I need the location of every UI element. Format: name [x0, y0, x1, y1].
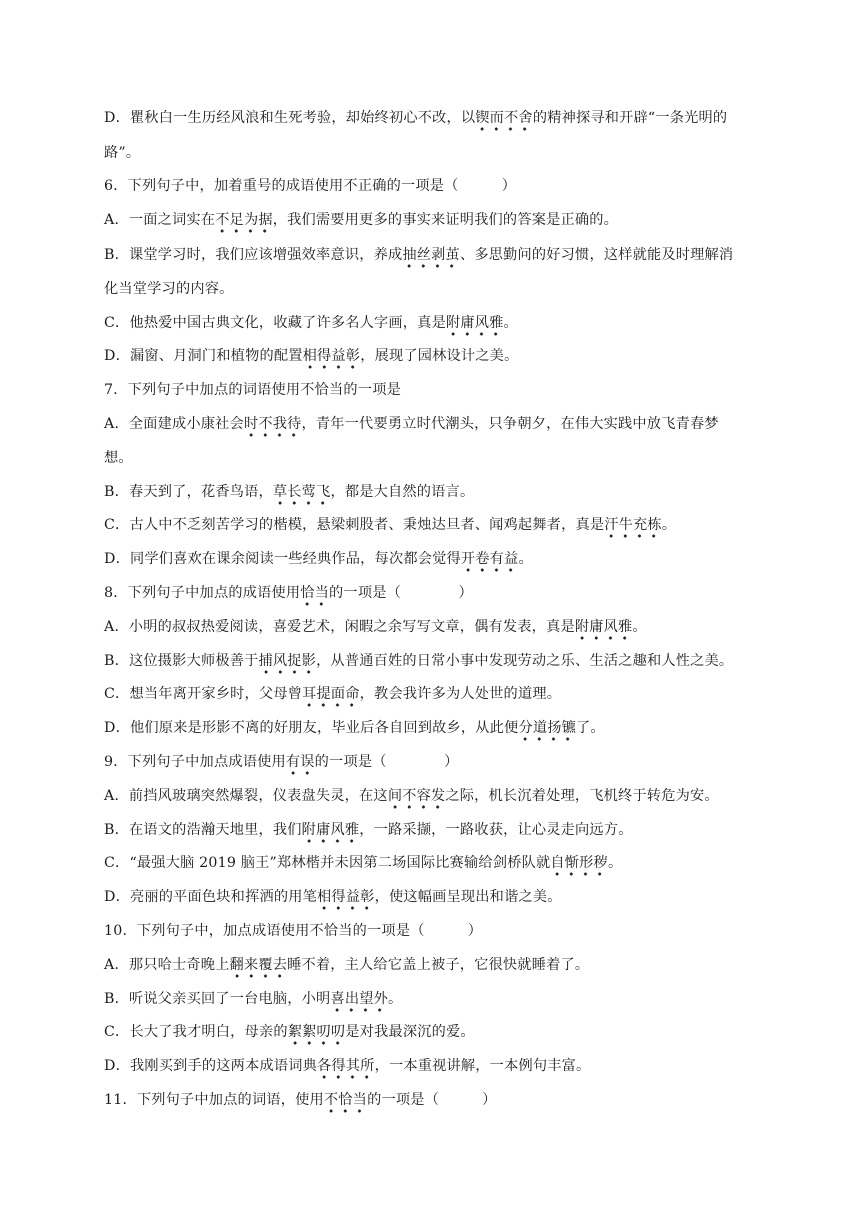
emphasized-idiom: 附庸风雅 — [302, 822, 360, 843]
text-segment: 7．下列句子中加点的词语使用不恰当的一项是 — [104, 382, 401, 398]
text-segment: 了。 — [576, 720, 605, 736]
emphasized-idiom: 有误 — [286, 754, 315, 775]
emphasized-idiom: 絮絮叨叨 — [288, 1024, 346, 1045]
text-segment: A．小明的叔叔热爱阅读，喜爱艺术，闲暇之余写写文章，偶有发表，真是 — [104, 619, 575, 635]
text-segment: 10．下列句子中，加点成语使用不恰当的一项是（ ） — [104, 923, 483, 939]
emphasized-idiom: 恰当 — [300, 585, 329, 606]
text-segment: C．想当年离开家乡时，父母曾 — [104, 686, 303, 702]
text-segment: D．我刚买到手的这两本成语词典 — [104, 1058, 318, 1074]
text-line — [104, 955, 774, 975]
text-segment: ，教会我许多为人处世的道理。 — [359, 686, 562, 702]
text-line — [104, 346, 774, 366]
emphasized-idiom: 分道扬镳 — [518, 720, 576, 741]
text-segment: 的一项是（ ） — [329, 585, 473, 601]
text-line — [104, 853, 774, 873]
text-segment: 。 — [607, 855, 623, 871]
text-line — [104, 448, 774, 468]
text-segment: ，青年一代要勇立时代潮头，只争朝夕，在伟大实践中放飞青春梦 — [301, 416, 719, 432]
text-segment: A．那只哈士奇晚上 — [104, 957, 230, 973]
emphasized-idiom: 草长莺飞 — [273, 484, 331, 505]
text-segment: D．同学们喜欢在课余阅读一些经典作品，每次都会觉得 — [104, 551, 461, 567]
text-segment: B．这位摄影大师极善于 — [104, 653, 259, 669]
text-segment: B．在语文的浩瀚天地里，我们 — [104, 822, 302, 838]
emphasized-idiom: 捕风捉影 — [259, 653, 317, 674]
text-line — [104, 549, 774, 569]
text-line — [104, 752, 774, 772]
text-line — [104, 1022, 774, 1042]
text-segment: 想。 — [104, 450, 133, 466]
text-segment: ，从普通百姓的日常小事中发现劳动之乐、生活之趣和人性之美。 — [316, 653, 734, 669]
emphasized-idiom: 附庸风雅 — [446, 315, 504, 336]
emphasized-idiom: 附庸风雅 — [575, 619, 633, 640]
text-segment: 。 — [632, 619, 647, 635]
emphasized-idiom: 时不我待 — [244, 416, 302, 437]
text-line — [104, 718, 774, 738]
text-line — [104, 617, 774, 637]
emphasized-idiom: 汗牛充栋 — [604, 517, 662, 538]
emphasized-idiom: 自惭形秽 — [550, 855, 608, 876]
text-line — [104, 176, 774, 196]
text-segment: B．春天到了，花香鸟语， — [104, 484, 273, 500]
text-line — [104, 1090, 774, 1110]
text-line — [104, 313, 774, 333]
text-line — [104, 515, 774, 535]
text-segment: 睡不着，主人给它盖上被子，它很快就睡着了。 — [287, 957, 590, 973]
emphasized-idiom: 相得益彰 — [317, 889, 375, 910]
text-segment: ，一本重视讲解，一本例句丰富。 — [374, 1058, 591, 1074]
emphasized-idiom: 翻来覆去 — [230, 957, 288, 978]
text-segment: 8．下列句子中加点的成语使用 — [104, 585, 301, 601]
text-segment: 11．下列句子中加点的词语，使用 — [104, 1092, 324, 1108]
text-segment: ，展现了园林设计之美。 — [360, 348, 519, 364]
text-segment: A．前挡风玻璃突然爆裂，仪表盘失灵，在这 — [104, 788, 388, 804]
emphasized-idiom: 相得益彰 — [303, 348, 361, 369]
emphasized-idiom: 锲而不舍 — [475, 110, 533, 131]
text-segment: B．课堂学习时，我们应该增强效率意识，养成 — [104, 247, 403, 263]
text-segment: C．古人中不乏刻苦学习的楷模，悬梁刺股者、秉烛达旦者、闻鸡起舞者，真是 — [104, 517, 605, 533]
text-line — [104, 143, 774, 163]
text-segment: 路”。 — [104, 145, 141, 161]
text-line — [104, 786, 774, 806]
text-segment: C．长大了我才明白，母亲的 — [104, 1024, 288, 1040]
text-line — [104, 989, 774, 1009]
text-segment: ，一路采撷，一路收获，让心灵走向远方。 — [359, 822, 633, 838]
emphasized-idiom: 不恰当 — [324, 1092, 367, 1113]
text-line — [104, 210, 774, 230]
text-segment: A．一面之词实在 — [104, 212, 216, 228]
text-line — [104, 684, 774, 704]
text-line — [104, 820, 774, 840]
text-segment: 的一项是（ ） — [314, 754, 459, 770]
text-line — [104, 482, 774, 502]
text-line — [104, 1056, 774, 1076]
emphasized-idiom: 不足为据 — [215, 212, 273, 233]
text-segment: 是对我最深沉的爱。 — [345, 1024, 475, 1040]
text-segment: 化当堂学习的内容。 — [104, 281, 234, 297]
text-segment: 的一项是（ ） — [367, 1092, 497, 1108]
text-segment: 6．下列句子中，加着重号的成语使用不正确的一项是（ ） — [104, 178, 517, 194]
text-segment: C．“最强大脑 2019 脑王”郑林楷并未因第二场国际比赛输给剑桥队就 — [104, 855, 551, 871]
emphasized-idiom: 耳提面命 — [302, 686, 360, 707]
text-segment: 之际，机长沉着处理，飞机终于转危为安。 — [445, 788, 719, 804]
text-segment: 。 — [518, 551, 533, 567]
emphasized-idiom: 开卷有益 — [461, 551, 519, 572]
text-segment: D．亮丽的平面色块和挥洒的用笔 — [104, 889, 318, 905]
text-line — [104, 279, 774, 299]
emphasized-idiom: 喜出望外 — [330, 991, 388, 1012]
text-segment: 的精神探寻和开辟“一条光明的 — [532, 110, 728, 126]
text-segment: D．瞿秋白一生历经风浪和生死考验，却始终初心不改，以 — [104, 110, 476, 126]
emphasized-idiom: 间不容发 — [388, 788, 446, 809]
text-line — [104, 414, 774, 434]
text-line — [104, 583, 774, 603]
emphasized-idiom: 抽丝剥茧 — [402, 247, 460, 268]
text-segment: ，使这幅画呈现出和谐之美。 — [374, 889, 562, 905]
text-segment: D．漏窗、月洞门和植物的配置 — [104, 348, 303, 364]
text-segment: 9．下列句子中加点成语使用 — [104, 754, 286, 770]
text-line — [104, 651, 774, 671]
text-segment: ，都是大自然的语言。 — [330, 484, 475, 500]
text-line — [104, 887, 774, 907]
text-segment: 。 — [388, 991, 403, 1007]
text-line — [104, 108, 774, 128]
text-line — [104, 245, 774, 265]
text-line — [104, 380, 774, 400]
emphasized-idiom: 各得其所 — [317, 1058, 375, 1079]
text-segment: B．听说父亲买回了一台电脑，小明 — [104, 991, 331, 1007]
text-segment: 、多思勤问的好习惯，这样就能及时理解消 — [459, 247, 734, 263]
text-segment: C．他热爱中国古典文化，收藏了许多名人字画，真是 — [104, 315, 446, 331]
text-segment: D．他们原来是形影不离的好朋友，毕业后各自回到故乡，从此便 — [104, 720, 519, 736]
text-segment: 。 — [503, 315, 518, 331]
text-segment: 。 — [661, 517, 677, 533]
text-line — [104, 921, 774, 941]
text-segment: A．全面建成小康社会 — [104, 416, 244, 432]
text-segment: ，我们需要用更多的事实来证明我们的答案是正确的。 — [272, 212, 619, 228]
